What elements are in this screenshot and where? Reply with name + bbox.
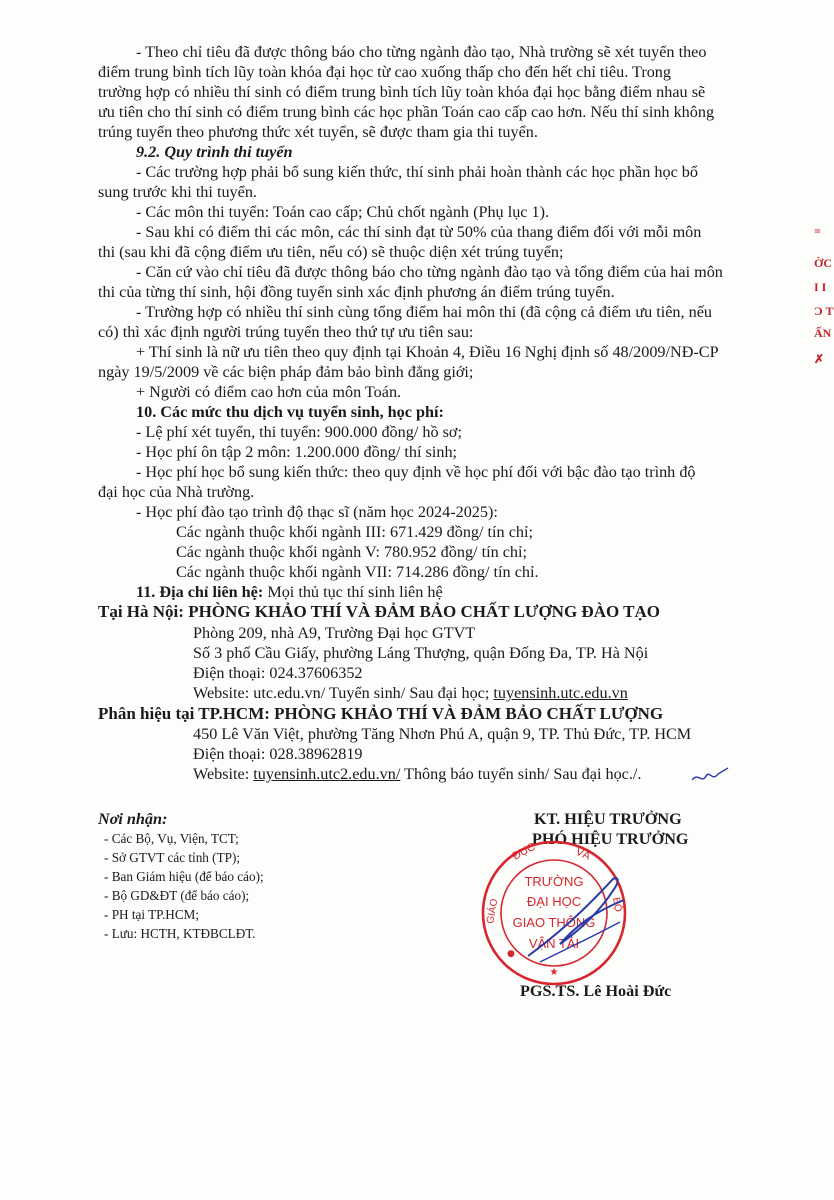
hanoi-website-link[interactable]: tuyensinh.utc.edu.vn [493, 684, 628, 702]
svg-text:ĐỤC: ĐỤC [510, 840, 538, 863]
heading-11-bold: 11. Địa chỉ liên hệ: [136, 583, 264, 601]
p2-line-4: - Sau khi có điểm thi các môn, các thí sinh đạt từ 50% của thang điểm đối với mỗi môn [136, 223, 702, 241]
p3-line-1: - Lệ phí xét tuyển, thi tuyển: 900.000 đồng/ hồ sơ; [136, 423, 462, 441]
p2-line-6: - Căn cứ vào chỉ tiêu đã được thông báo cho từng ngành đào tạo và tổng điểm của hai môn [136, 263, 723, 281]
hcm-address: 450 Lê Văn Việt, phường Tăng Nhơn Phú A, quận 9, TP. Thủ Đức, TP. HCM [193, 725, 692, 743]
p3-line-7: Các ngành thuộc khối ngành V: 780.952 đồng/ tín chỉ; [176, 543, 527, 561]
svg-text:GIAO THÔNG: GIAO THÔNG [512, 915, 596, 930]
initial-mark-icon [690, 766, 730, 788]
margin-fragment: I I [814, 280, 827, 294]
recipient-item: - Ban Giám hiệu (để báo cáo); [104, 869, 264, 884]
margin-fragment: = [814, 224, 821, 238]
margin-fragment: ỜC [814, 256, 832, 270]
hcm-website-prefix: Website: [193, 765, 254, 783]
recipients-title: Nơi nhận: [98, 810, 168, 828]
svg-text:BỘ: BỘ [610, 896, 624, 913]
svg-text:VẬN TẢI: VẬN TẢI [528, 936, 580, 951]
p1-line-3: trường hợp có nhiều thí sinh có điểm trung bình tích lũy toàn khóa đại học bằng điểm nhau sẽ [98, 83, 706, 101]
p2-line-1: - Các trường hợp phải bổ sung kiến thức, thí sinh phải hoàn thành các học phần học bổ [136, 163, 698, 181]
p2-line-5: thi (sau khi đã cộng điểm ưu tiên, nếu có) sẽ thuộc diện xét trúng tuyển; [98, 243, 564, 261]
p3-line-2: - Học phí ôn tập 2 môn: 1.200.000 đồng/ thí sinh; [136, 443, 458, 461]
heading-9-2: 9.2. Quy trình thi tuyển [136, 143, 293, 161]
hanoi-website-prefix: Website: utc.edu.vn/ Tuyển sinh/ Sau đại học; [193, 684, 494, 702]
svg-text:●: ● [507, 949, 515, 959]
margin-fragment: ẤN [814, 326, 832, 340]
svg-text:TRƯỜNG: TRƯỜNG [524, 874, 584, 889]
p2-line-11: ngày 19/5/2009 về các biện pháp đảm bảo bình đẳng giới; [98, 363, 474, 381]
p2-line-2: sung trước khi thi tuyển. [98, 183, 257, 201]
hanoi-office-title: Tại Hà Nội: PHÒNG KHẢO THÍ VÀ ĐẢM BẢO CHẤT LƯỢNG ĐÀO TẠO [98, 602, 660, 621]
p3-line-3: - Học phí học bổ sung kiến thức: theo quy định về học phí đối với bậc đào tạo trình độ [136, 463, 696, 481]
p3-line-5: - Học phí đào tạo trình độ thạc sĩ (năm học 2024-2025): [136, 503, 498, 521]
p3-line-8: Các ngành thuộc khối ngành VII: 714.286 đồng/ tín chỉ. [176, 563, 539, 581]
p2-line-8: - Trường hợp có nhiều thí sinh cùng tổng điểm hai môn thi (đã cộng cả điểm ưu tiên, nếu [136, 303, 712, 321]
p2-line-3: - Các môn thi tuyển: Toán cao cấp; Chủ chốt ngành (Phụ lục 1). [136, 203, 550, 221]
hanoi-address-1: Phòng 209, nhà A9, Trường Đại học GTVT [193, 624, 476, 642]
signature-title-2: PHÓ HIỆU TRƯỞNG [532, 830, 689, 848]
hcm-phone: Điện thoại: 028.38962819 [193, 745, 363, 763]
recipient-item: - Bộ GD&ĐT (để báo cáo); [104, 888, 250, 903]
svg-text:GIÁO: GIÁO [485, 897, 501, 925]
heading-10: 10. Các mức thu dịch vụ tuyển sinh, học phí: [136, 403, 444, 421]
margin-fragments [812, 218, 834, 388]
handwritten-signature-icon [520, 860, 630, 970]
recipient-item: - Sở GTVT các tỉnh (TP); [104, 850, 241, 865]
p3-line-4: đại học của Nhà trường. [98, 483, 255, 501]
hcm-office-title: Phân hiệu tại TP.HCM: PHÒNG KHẢO THÍ VÀ ĐẢM BẢO CHẤT LƯỢNG [98, 704, 664, 723]
hcm-website [193, 765, 641, 784]
svg-text:★: ★ [549, 967, 559, 978]
p1-line-2: điểm trung bình tích lũy toàn khóa đại học từ cao xuống thấp cho đến hết chỉ tiêu. Trong [98, 63, 671, 81]
hcm-website-link[interactable]: tuyensinh.utc2.edu.vn/ [253, 765, 401, 783]
p2-line-9: có) thì xác định người trúng tuyển theo thứ tự ưu tiên sau: [98, 323, 474, 341]
recipient-item: - Lưu: HCTH, KTĐBCLĐT. [104, 926, 256, 941]
margin-fragment: Ɔ T [814, 304, 834, 318]
p3-line-6: Các ngành thuộc khối ngành III: 671.429 đồng/ tín chỉ; [176, 523, 533, 541]
p1-line-5: trúng tuyển theo phương thức xét tuyển, sẽ được tham gia thi tuyển. [98, 123, 538, 141]
signature-title-1: KT. HIỆU TRƯỞNG [534, 810, 682, 828]
p1-line-4: ưu tiên cho thí sinh có điểm trung bình các học phần Toán cao cấp cao hơn. Nếu thí sinh không [98, 103, 715, 121]
heading-11-rest: Mọi thủ tục thí sinh liên hệ [263, 583, 443, 601]
hanoi-website [193, 684, 628, 703]
hanoi-address-2: Số 3 phố Cầu Giấy, phường Láng Thượng, quận Đống Đa, TP. Hà Nội [193, 644, 649, 662]
svg-text:ĐẠI HỌC: ĐẠI HỌC [526, 894, 582, 909]
hanoi-phone: Điện thoại: 024.37606352 [193, 664, 363, 682]
svg-text:VÀ: VÀ [573, 845, 593, 863]
margin-fragment: ✗ [814, 352, 825, 366]
heading-11 [136, 583, 443, 602]
recipient-item: - PH tại TP.HCM; [104, 907, 200, 922]
p2-line-12: + Người có điểm cao hơn của môn Toán. [136, 383, 402, 401]
hcm-website-suffix: Thông báo tuyển sinh/ Sau đại học./. [400, 765, 642, 783]
signer-name: PGS.TS. Lê Hoài Đức [520, 982, 672, 1000]
p1-line-1: - Theo chỉ tiêu đã được thông báo cho từng ngành đào tạo, Nhà trường sẽ xét tuyển theo [136, 43, 707, 61]
p2-line-7: thi của từng thí sinh, hội đồng tuyển sinh xác định phương án điểm trúng tuyển. [98, 283, 615, 301]
recipient-item: - Các Bộ, Vụ, Viện, TCT; [104, 831, 239, 846]
p2-line-10: + Thí sinh là nữ ưu tiên theo quy định tại Khoản 4, Điều 16 Nghị định số 48/2009/NĐ-CP [136, 343, 719, 361]
